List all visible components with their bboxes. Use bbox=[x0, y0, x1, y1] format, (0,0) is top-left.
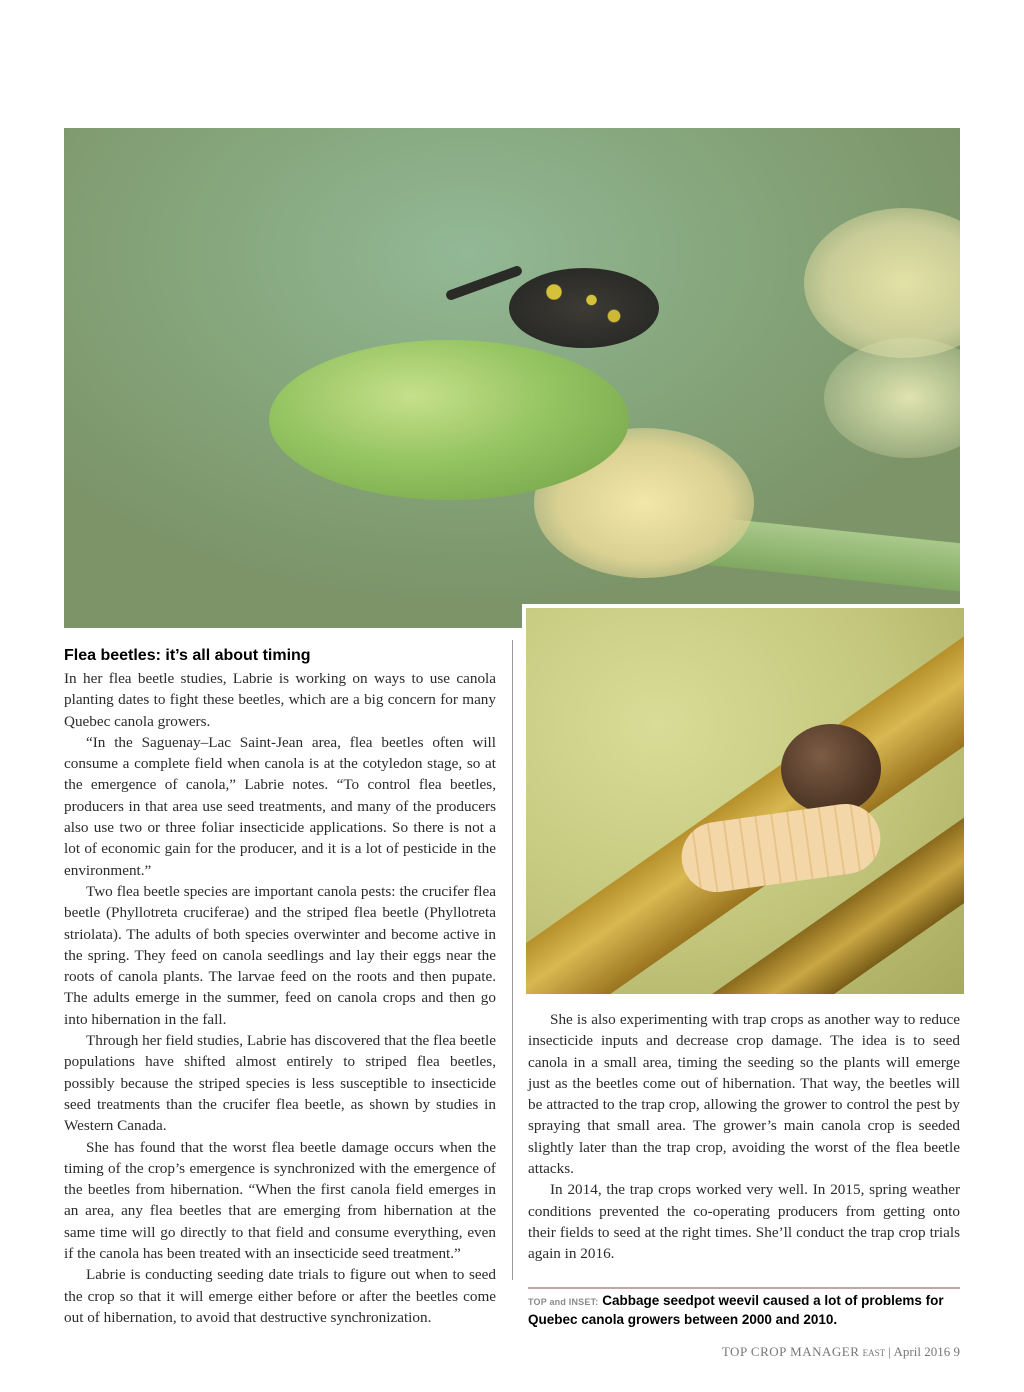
paragraph: She is also experimenting with trap crops as another way to reduce insecticide inputs and decrease crop damage. The idea is to seed canola in a small area, timing the seeding so the plants will emerge just as the beetles come out of hibernation. That way, the beetles will be attracted to the trap crop, allowing the grower to control the pest by spraying that small area. The grower’s main canola crop is seeded slightly later than the trap crop, avoiding the worst of the flea beetle attacks. bbox=[528, 1011, 960, 1178]
issue-date: April 2016 bbox=[893, 1344, 951, 1359]
paragraph: Through her field studies, Labrie has discovered that the flea beetle populations have shifted almost entirely to striped flea beetles, possibly because the striped species is less susceptible to insecticide seed treatments than the crucifer flea beetle, as shown by studies in Western Canada. bbox=[64, 1032, 496, 1135]
page-number: 9 bbox=[953, 1344, 960, 1359]
magazine-name: TOP CROP MANAGER bbox=[721, 1344, 860, 1359]
paragraph: In her flea beetle studies, Labrie is working on ways to use canola planting dates to fight these beetles, which are a big concern for many Quebec canola growers. bbox=[64, 670, 496, 730]
paragraph: Two flea beetle species are important canola pests: the crucifer flea beetle (Phyllotreta cruciferae) and the striped flea beetle (Phyllotreta striolata). The adults of both species overwinter and become active in the spring. They feed on canola seedlings and lay their eggs near the roots of canola plants. The larvae feed on the roots and then pupate. The adults emerge in the summer, feed on canola crops and then go into hibernation in the fall. bbox=[64, 882, 496, 1028]
photo-caption bbox=[528, 1292, 960, 1328]
paragraph: “In the Saguenay–Lac Saint-Jean area, flea beetles often will consume a complete field when canola is at the cotyledon stage, so at the emergence of canola,” Labrie notes. “To control flea beetles, producers in that area use seed treatments, and many of the producers also use two or three foliar insecticide applications. So there is not a lot of economic gain for the producer, and it is a lot of pesticide in the environment.” bbox=[64, 733, 496, 879]
left-column bbox=[64, 646, 496, 1328]
footer-separator: | bbox=[888, 1344, 891, 1359]
paragraph: In 2014, the trap crops worked very well. In 2015, spring weather conditions prevented the co-operating producers from getting onto their fields to seed at the right times. She’ll conduct the trap crop trials again in 2016. bbox=[528, 1181, 960, 1263]
edition-label: EAST bbox=[862, 1348, 886, 1358]
column-divider bbox=[512, 640, 513, 1280]
right-column bbox=[528, 1009, 960, 1265]
weevil-on-canola-bud-photo bbox=[64, 128, 960, 628]
section-heading: Flea beetles: it’s all about timing bbox=[64, 647, 311, 664]
caption-text: Cabbage seedpot weevil caused a lot of problems for Quebec canola growers between 2000 and 2010. bbox=[528, 1293, 944, 1327]
caption-rule bbox=[528, 1287, 960, 1289]
paragraph: She has found that the worst flea beetle damage occurs when the timing of the crop’s emergence is synchronized with the emergence of the beetles from hibernation. “When the first canola field emerges in an area, any flea beetles that are emerging from hibernation at the same time will go directly to that field and consume everything, even if the canola has been treated with an insecticide seed treatment.” bbox=[64, 1138, 496, 1263]
paragraph: Labrie is conducting seeding date trials to figure out when to seed the crop so that it will emerge either before or after the beetles come out of hibernation, to avoid that destructive synchronization. bbox=[64, 1266, 496, 1326]
caption-lead: TOP and INSET: bbox=[528, 1297, 599, 1307]
larva-in-seedpod-photo bbox=[522, 604, 968, 998]
page-footer bbox=[722, 1344, 960, 1360]
